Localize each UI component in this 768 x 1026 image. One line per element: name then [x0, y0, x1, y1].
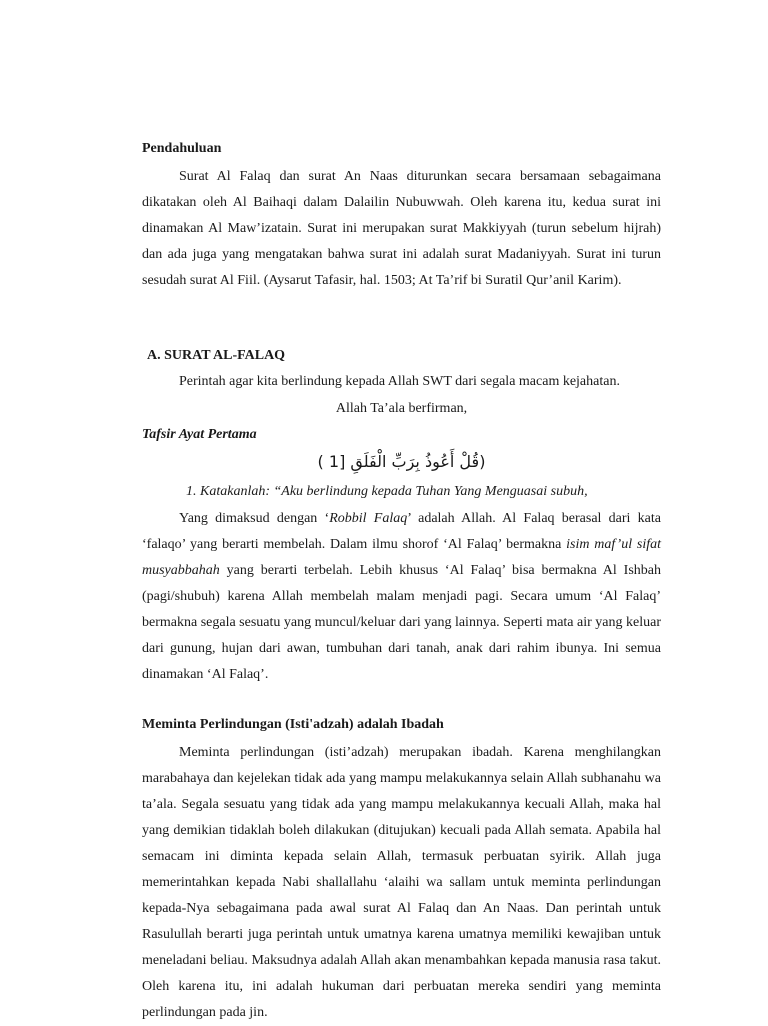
tafsir-paragraph: [142, 506, 661, 688]
section-a-heading: A. SURAT AL-FALAQ: [147, 348, 286, 363]
tafsir-heading: Tafsir Ayat Pertama: [142, 427, 257, 442]
tafsir-text-3: yang berarti terbelah. Lebih khusus ‘Al Falaq’ bisa bermakna Al Ishbah (pagi/shubuh) karena Allah membelah malam menjadi pagi. Secara umum ‘Al Falaq’ bermakna segala sesuatu yang muncul/keluar dari yang lainnya. Seperti mata air yang keluar dari gunung, hujan dari awan, tumbuhan dari tanah, anak dari rahim ibunya. Ini semua dinamakan ‘Al Falaq’.: [142, 563, 661, 682]
tafsir-em-robbil-falaq: Robbil Falaq: [329, 511, 408, 526]
tafsir-em-isim: isim maf’ul sifat musyabbahah: [142, 537, 661, 578]
arabic-verse: ( قُلْ أَعُوذُ بِرَبِّ الْفَلَقِ [1): [317, 452, 486, 471]
tafsir-text-1: Yang dimaksud dengan ‘: [179, 511, 330, 526]
section-a-line1: Perintah agar kita berlindung kepada Allah SWT dari segala macam kejahatan.: [179, 374, 620, 389]
verse-translation: 1. Katakanlah: “Aku berlindung kepada Tuhan Yang Menguasai subuh,: [186, 484, 588, 499]
meminta-heading: Meminta Perlindungan (Isti'adzah) adalah Ibadah: [142, 717, 444, 732]
intro-paragraph: Surat Al Falaq dan surat An Naas diturunkan secara bersamaan sebagaimana dikatakan oleh Al Baihaqi dalam Dalailin Nubuwwah. Oleh karena itu, kedua surat ini dinamakan Al Maw’izatain. Surat ini merupakan surat Makkiyyah (turun sebelum hijrah) dan ada juga yang mengatakan bahwa surat ini adalah surat Madaniyyah. Surat ini turun sesudah surat Al Fiil. (Aysarut Tafasir, hal. 1503; At Ta’rif bi Suratil Qur’anil Karim).: [142, 169, 661, 288]
tafsir-text-2: ’ adalah Allah. Al Falaq berasal dari kata ‘falaqo’ yang berarti membelah. Dalam ilmu shorof ‘Al Falaq’ bermakna: [142, 511, 661, 552]
section-a-line2: Allah Ta’ala berfirman,: [335, 401, 468, 416]
meminta-paragraph: Meminta perlindungan (isti’adzah) merupakan ibadah. Karena menghilangkan marabahaya dan kejelekan tidak ada yang mampu melakukannya selain Allah subhanahu wa ta’ala. Segala sesuatu yang tidak ada yang mampu melakukannya kecuali Allah, maka hal yang demikian tidaklah boleh dilakukan (ditujukan) kecuali pada Allah semata. Apabila hal semacam ini diminta kepada selain Allah, termasuk perbuatan syirik. Allah juga memerintahkan kepada Nabi shallallahu ‘alaihi wa sallam untuk meminta perlindungan kepada-Nya sebagaimana pada awal surat Al Falaq dan An Naas. Dan perintah untuk Rasulullah berarti juga perintah untuk umatnya karena umatnya memiliki kewajiban untuk meneladani beliau. Maksudnya adalah Allah akan menambahkan kepada manusia rasa takut. Oleh karena itu, ini adalah hukuman dari perbuatan mereka sendiri yang meminta perlindungan pada jin.: [142, 745, 661, 1020]
intro-heading: Pendahuluan: [142, 141, 222, 156]
